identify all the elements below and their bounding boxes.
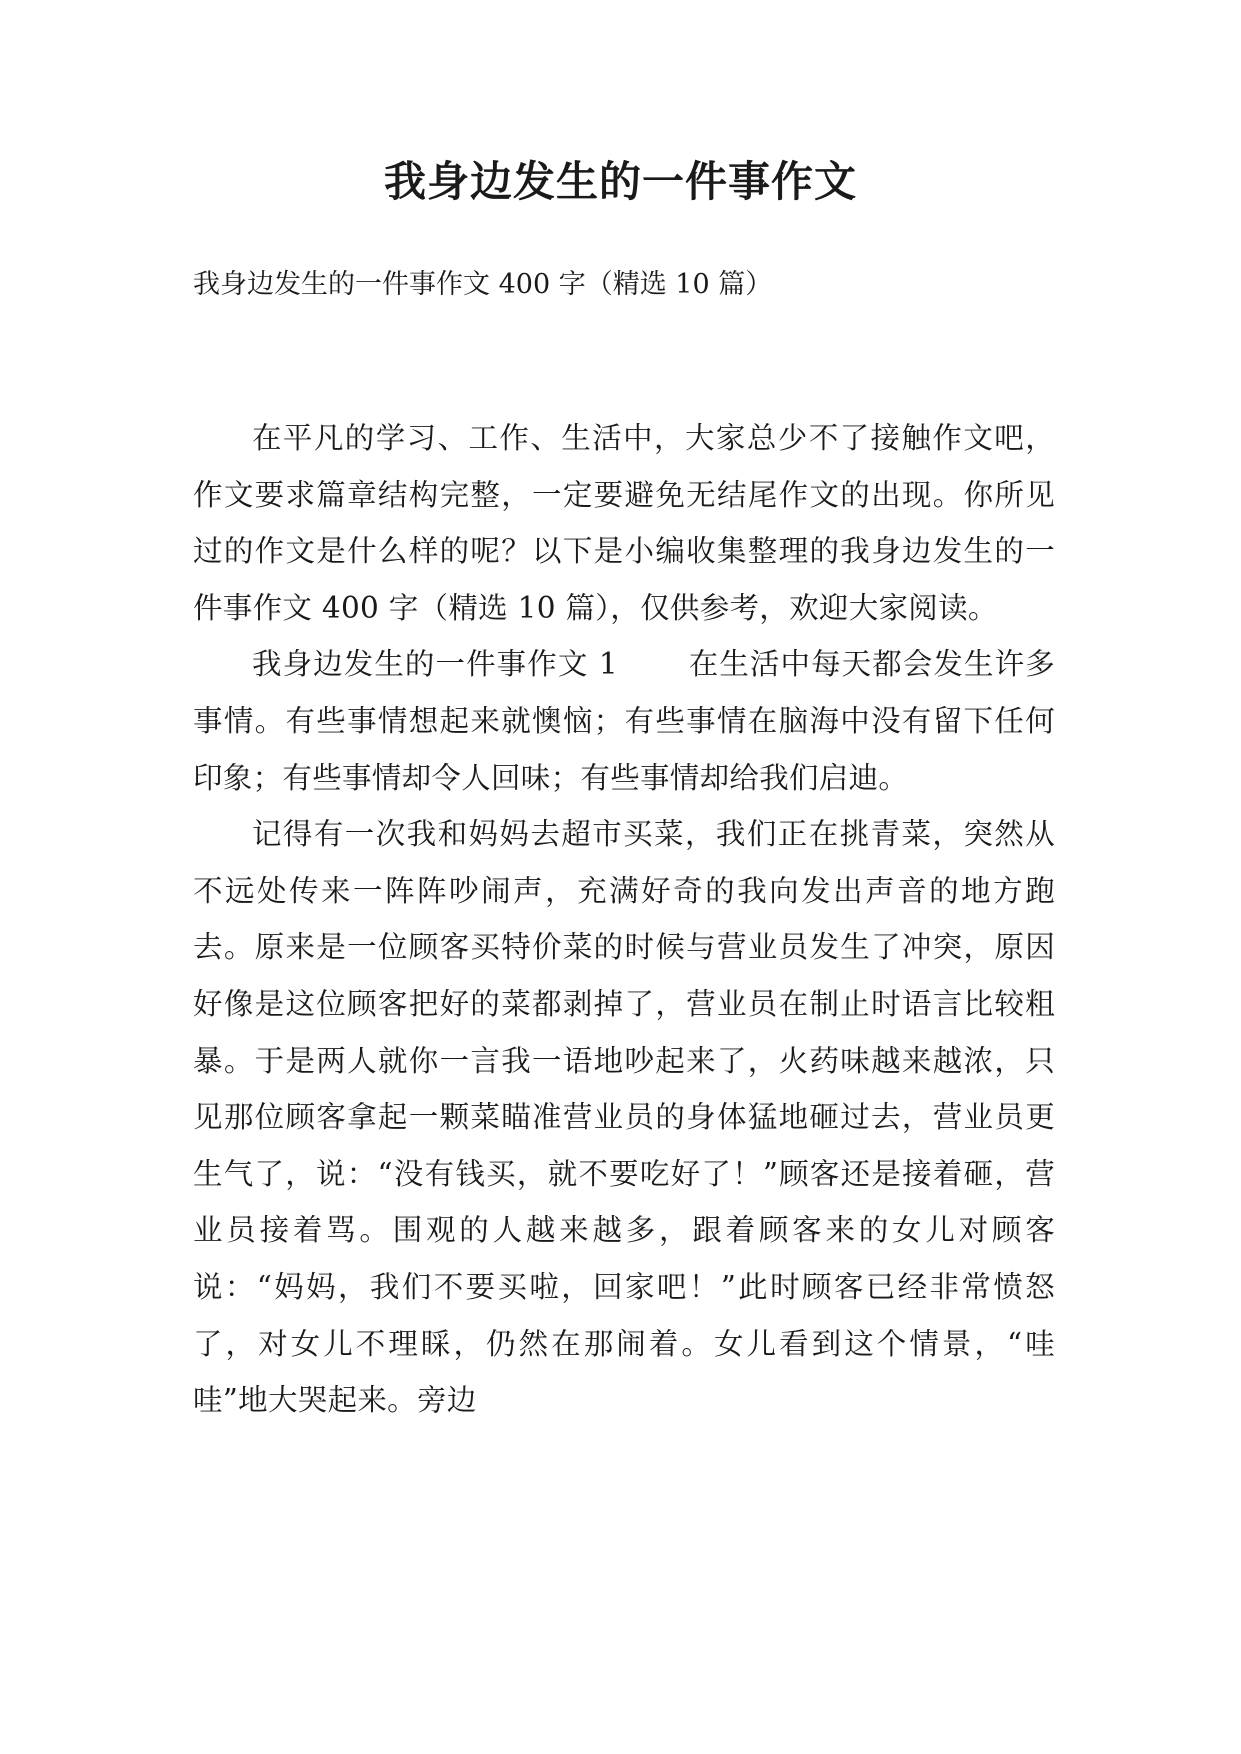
essay-1-paragraph-1: 在生活中每天都会发生许多事情。有些事情想起来就懊恼；有些事情在脑海中没有留下任何印象；有些事情却令人回味；有些事情却给我们启迪。: [193, 647, 1055, 795]
document-body: [193, 410, 1055, 1429]
document-subtitle: 我身边发生的一件事作文 400 字（精选 10 篇）: [193, 269, 773, 300]
document-title: 我身边发生的一件事作文: [383, 157, 857, 206]
essay-1-first-paragraph: [193, 636, 1055, 806]
essay-1-heading: 我身边发生的一件事作文 1: [252, 647, 618, 682]
essay-1-paragraph-2: 记得有一次我和妈妈去超市买菜，我们正在挑青菜，突然从不远处传来一阵阵吵闹声，充满好奇的我向发出声音的地方跑去。原来是一位顾客买特价菜的时候与营业员发生了冲突，原因好像是这位顾客把好的菜都剥掉了，营业员在制止时语言比较粗暴。于是两人就你一言我一语地吵起来了，火药味越来越浓，只见那位顾客拿起一颗菜瞄准营业员的身体猛地砸过去，营业员更生气了，说：“没有钱买，就不要吃好了！”顾客还是接着砸，营业员接着骂。围观的人越来越多，跟着顾客来的女儿对顾客说：“妈妈，我们不要买啦，回家吧！”此时顾客已经非常愤怒了，对女儿不理睬，仍然在那闹着。女儿看到这个情景，“哇哇”地大哭起来。旁边: [193, 817, 1055, 1418]
intro-paragraph: 在平凡的学习、工作、生活中，大家总少不了接触作文吧，作文要求篇章结构完整，一定要避免无结尾作文的出现。你所见过的作文是什么样的呢？以下是小编收集整理的我身边发生的一件事作文 400 字（精选 10 篇），仅供参考，欢迎大家阅读。: [193, 421, 1055, 625]
